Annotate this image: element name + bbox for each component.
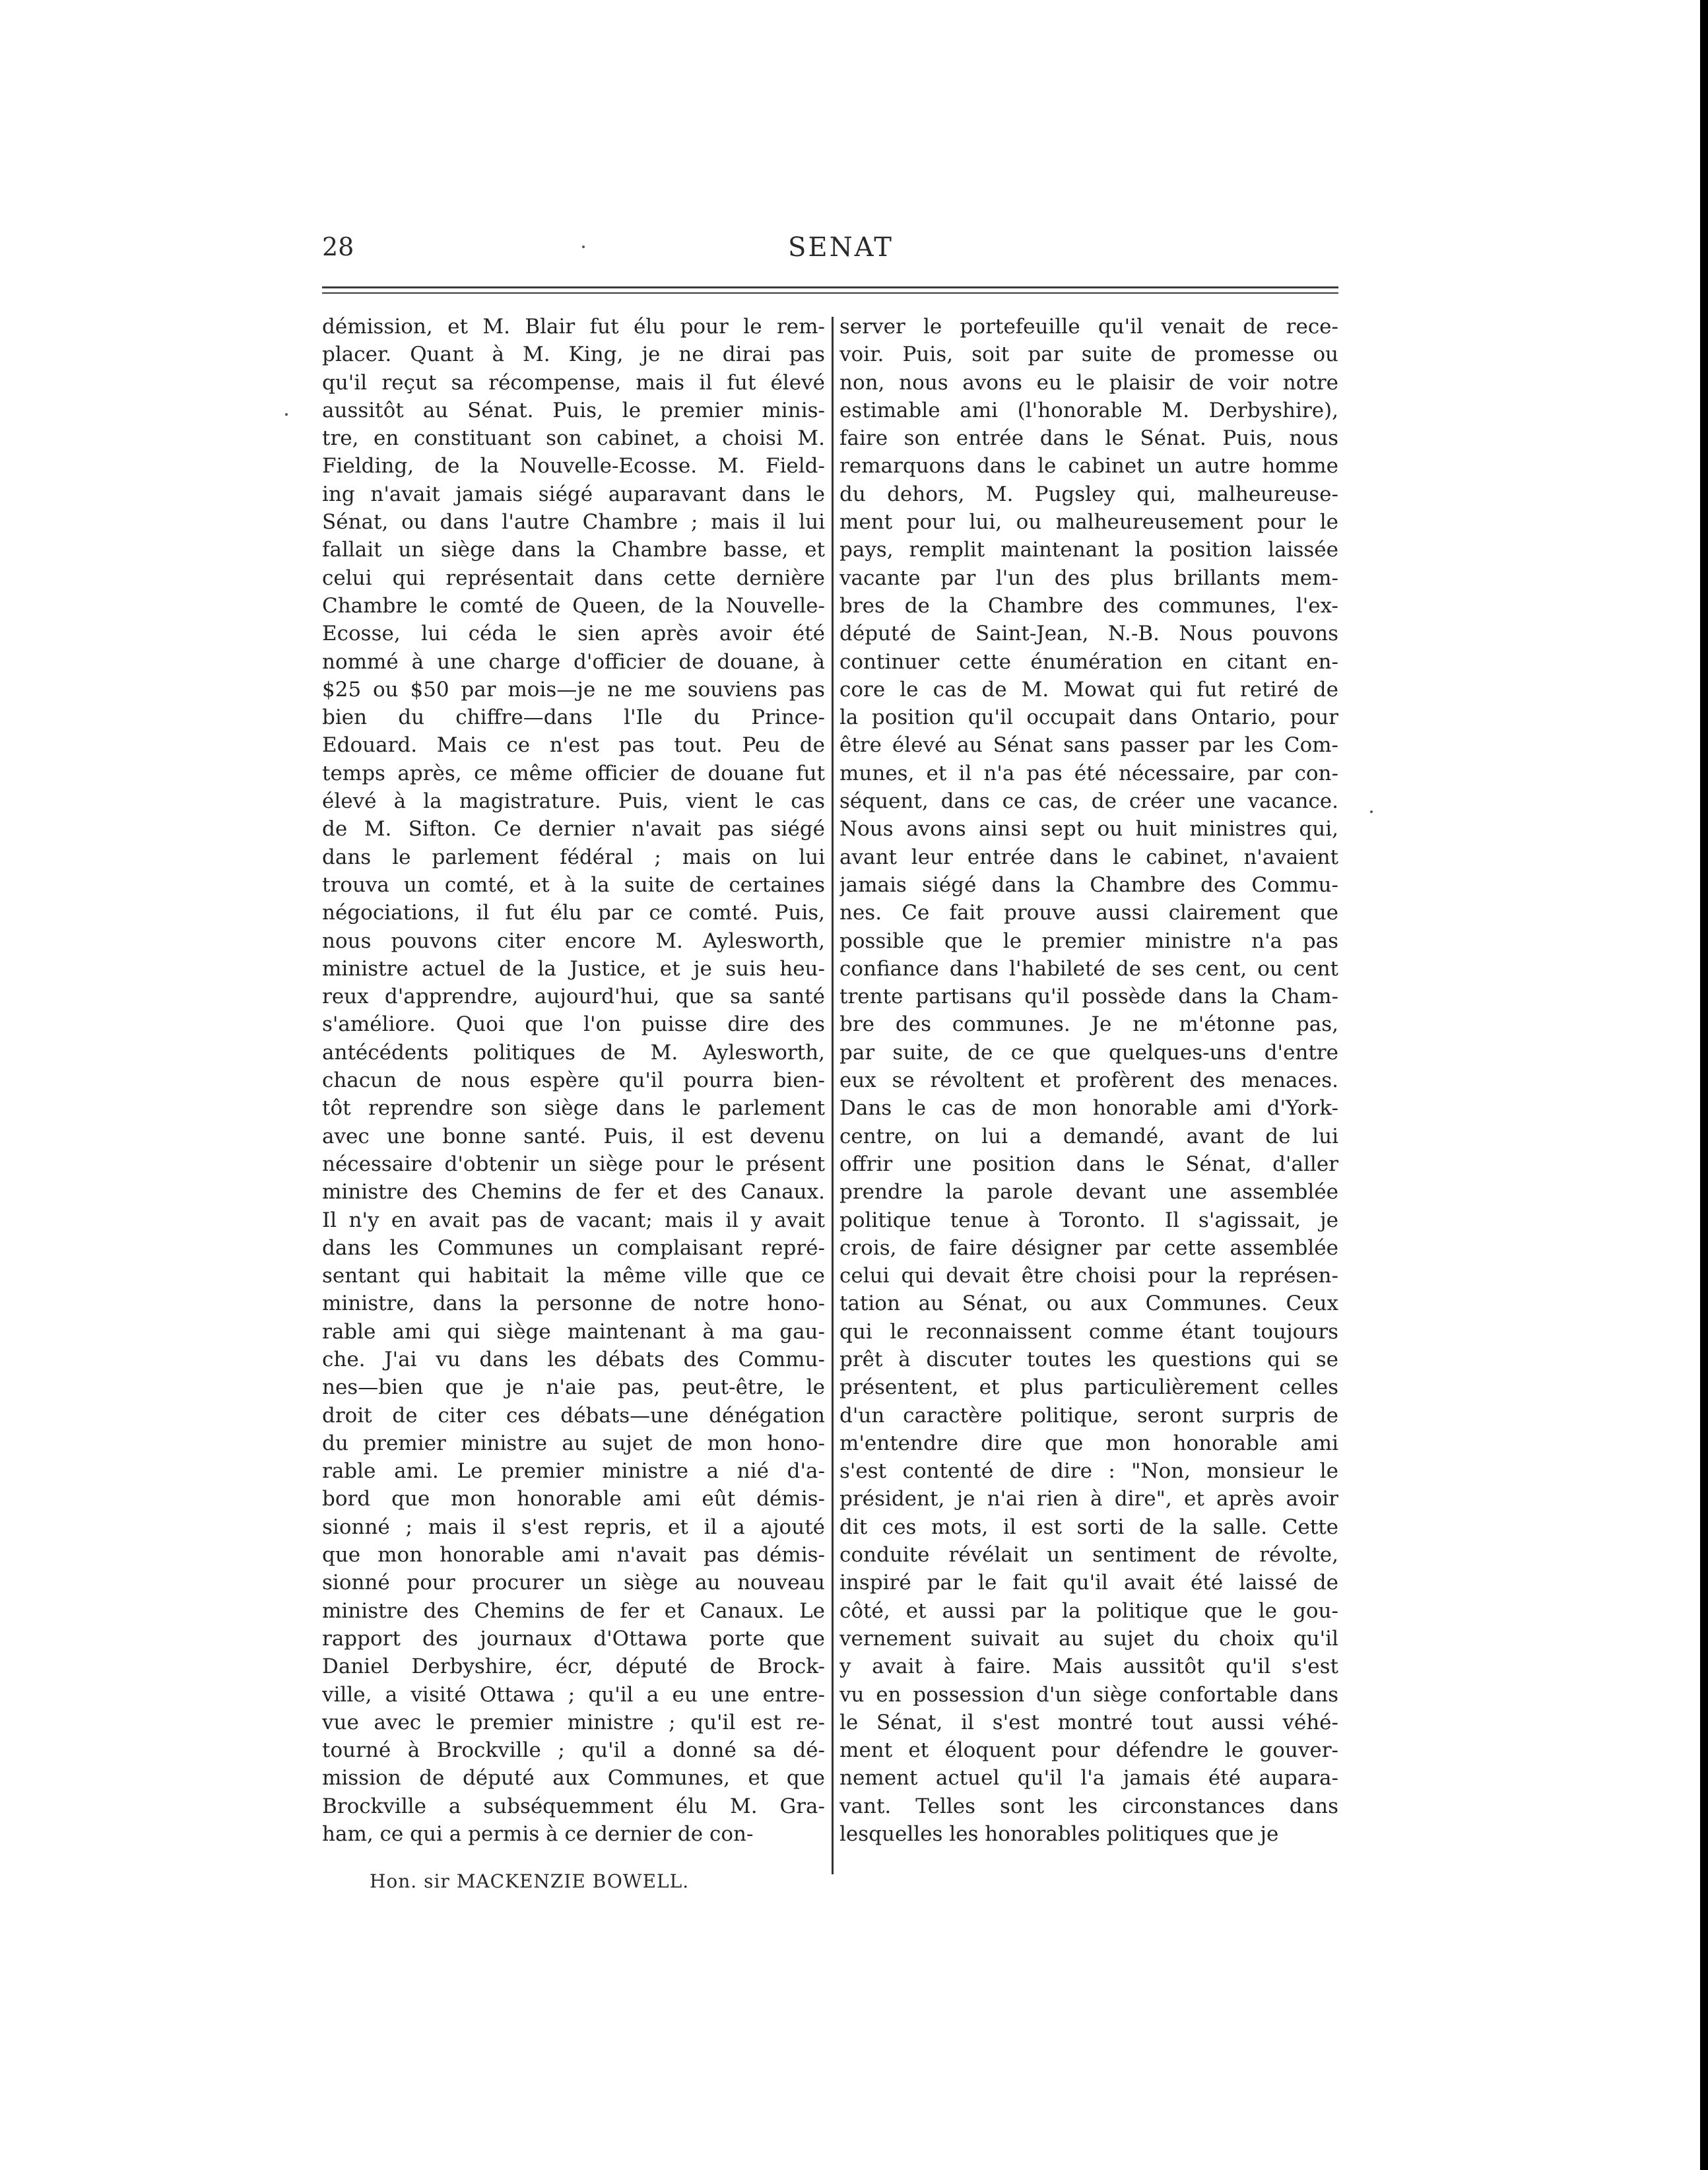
text-line: pays, remplit maintenant la position laissée (839, 538, 1338, 562)
text-line: dans les Communes un complaisant repré- (322, 1235, 825, 1260)
text-line: Chambre le comté de Queen, de la Nouvelle- (322, 593, 825, 618)
page-header (322, 232, 1338, 272)
text-line: Fielding, de la Nouvelle-Ecosse. M. Field- (322, 454, 825, 478)
text-line: démission, et M. Blair fut élu pour le rem- (322, 315, 825, 339)
text-line: jamais siégé dans la Chambre des Commu- (839, 872, 1338, 897)
text-line: du premier ministre au sujet de mon hono- (322, 1431, 825, 1455)
text-line: aussitôt au Sénat. Puis, le premier minis- (322, 398, 825, 422)
text-line: celui qui devait être choisi pour la représen- (839, 1264, 1338, 1288)
text-line: placer. Quant à M. King, je ne dirai pas (322, 343, 825, 367)
text-line: voir. Puis, soit par suite de promesse ou (839, 343, 1338, 367)
text-line: Dans le cas de mon honorable ami d'York- (839, 1096, 1338, 1121)
text-line: confiance dans l'habileté de ses cent, ou cent (839, 956, 1338, 981)
speaker-footer: Hon. sir MACKENZIE BOWELL. (370, 1870, 690, 1892)
text-line: lesquelles les honorables politiques que je (839, 1822, 1279, 1847)
left-text-column (322, 313, 825, 1848)
text-line: nes—bien que je n'aie pas, peut-être, le (322, 1375, 825, 1400)
text-line: vernement suivait au sujet du choix qu'il (839, 1626, 1338, 1651)
text-line: nous pouvons citer encore M. Aylesworth, (322, 929, 825, 953)
text-line: nécessaire d'obtenir un siège pour le présent (322, 1152, 825, 1176)
text-line: bre des communes. Je ne m'étonne pas, (839, 1012, 1338, 1037)
text-line: Sénat, ou dans l'autre Chambre ; mais il lui (322, 510, 825, 535)
text-line: élevé à la magistrature. Puis, vient le cas (322, 789, 825, 814)
text-line: sionné pour procurer un siège au nouveau (322, 1571, 825, 1595)
text-line: non, nous avons eu le plaisir de voir notre (839, 370, 1338, 395)
text-line: dans le parlement fédéral ; mais on lui (322, 845, 825, 869)
text-line: du dehors, M. Pugsley qui, malheureuse- (839, 482, 1338, 506)
text-line: tation au Sénat, ou aux Communes. Ceux (839, 1292, 1338, 1316)
header-rule-bottom (322, 292, 1338, 294)
text-line: ham, ce qui a permis à ce dernier de con- (322, 1822, 754, 1847)
text-line: chacun de nous espère qu'il pourra bien- (322, 1069, 825, 1093)
print-speck (285, 413, 288, 416)
text-line: nes. Ce fait prouve aussi clairement que (839, 901, 1338, 925)
text-line: tre, en constituant son cabinet, a choisi M. (322, 426, 825, 451)
text-line: prêt à discuter toutes les questions qui se (839, 1347, 1338, 1371)
text-line: offrir une position dans le Sénat, d'aller (839, 1152, 1338, 1176)
text-line: core le cas de M. Mowat qui fut retiré de (839, 677, 1338, 702)
text-line: dit ces mots, il est sorti de la salle. Cette (839, 1515, 1338, 1539)
text-line: sionné ; mais il s'est repris, et il a ajouté (322, 1515, 825, 1539)
text-line: président, je n'ai rien à dire", et après avoir (839, 1487, 1338, 1511)
text-line: sentant qui habitait la même ville que ce (322, 1264, 825, 1288)
text-line: che. J'ai vu dans les débats des Commu- (322, 1347, 825, 1371)
text-line: m'entendre dire que mon honorable ami (839, 1431, 1338, 1455)
text-line: server le portefeuille qu'il venait de rece- (839, 315, 1338, 339)
text-line: bres de la Chambre des communes, l'ex- (839, 593, 1338, 618)
text-line: rapport des journaux d'Ottawa porte que (322, 1626, 825, 1651)
text-line: remarquons dans le cabinet un autre homme (839, 454, 1338, 478)
text-line: s'améliore. Quoi que l'on puisse dire des (322, 1012, 825, 1037)
text-line: vue avec le premier ministre ; qu'il est re- (322, 1710, 825, 1734)
text-line: la position qu'il occupait dans Ontario, pour (839, 706, 1338, 730)
print-speck (582, 246, 585, 248)
text-line: négociations, il fut élu par ce comté. Puis, (322, 901, 825, 925)
text-line: ministre des Chemins de fer et Canaux. Le (322, 1598, 825, 1623)
text-line: s'est contenté de dire : "Non, monsieur le (839, 1459, 1338, 1484)
text-line: ministre des Chemins de fer et des Canaux. (322, 1180, 825, 1204)
text-line: ministre actuel de la Justice, et je suis heu- (322, 956, 825, 981)
text-line: munes, et il n'a pas été nécessaire, par con- (839, 761, 1338, 785)
text-line: le Sénat, il s'est montré tout aussi véhé- (839, 1710, 1338, 1734)
text-line: Nous avons ainsi sept ou huit ministres qui, (839, 817, 1338, 841)
text-line: côté, et aussi par la politique que le gou- (839, 1598, 1338, 1623)
text-line: droit de citer ces débats—une dénégation (322, 1403, 825, 1428)
text-line: Brockville a subséquemment élu M. Gra- (322, 1794, 825, 1818)
text-line: possible que le premier ministre n'a pas (839, 929, 1338, 953)
scan-edge (1700, 0, 1708, 2170)
text-line: inspiré par le fait qu'il avait été laissé de (839, 1571, 1338, 1595)
text-line: $25 ou $50 par mois—je ne me souviens pas (322, 677, 825, 702)
text-line: tôt reprendre son siège dans le parlement (322, 1096, 825, 1121)
text-line: trouva un comté, et à la suite de certaines (322, 872, 825, 897)
text-line: Daniel Derbyshire, écr, député de Brock- (322, 1655, 825, 1679)
text-line: d'un caractère politique, seront surpris de (839, 1403, 1338, 1428)
text-line: ville, a visité Ottawa ; qu'il a eu une entre- (322, 1682, 825, 1707)
text-line: nement actuel qu'il l'a jamais été aupara- (839, 1766, 1338, 1791)
text-line: qu'il reçut sa récompense, mais il fut élevé (322, 370, 825, 395)
text-line: de M. Sifton. Ce dernier n'avait pas siégé (322, 817, 825, 841)
print-speck (1370, 810, 1373, 813)
text-line: mission de député aux Communes, et que (322, 1766, 825, 1791)
text-line: nommé à une charge d'officier de douane, à (322, 649, 825, 674)
text-line: Ecosse, lui céda le sien après avoir été (322, 622, 825, 646)
text-line: séquent, dans ce cas, de créer une vacance. (839, 789, 1338, 814)
text-line: Il n'y en avait pas de vacant; mais il y avait (322, 1208, 825, 1232)
text-line: conduite révélait un sentiment de révolte, (839, 1543, 1338, 1567)
text-line: député de Saint-Jean, N.-B. Nous pouvons (839, 622, 1338, 646)
right-text-column (839, 313, 1338, 1848)
text-line: bien du chiffre—dans l'Ile du Prince- (322, 706, 825, 730)
text-line: continuer cette énumération en citant en- (839, 649, 1338, 674)
text-line: trente partisans qu'il possède dans la Cham- (839, 985, 1338, 1009)
text-line: y avait à faire. Mais aussitôt qu'il s'est (839, 1655, 1338, 1679)
column-divider (832, 317, 834, 1874)
text-line: avant leur entrée dans le cabinet, n'avaient (839, 845, 1338, 869)
page-number: 28 (322, 232, 354, 261)
text-line: ministre, dans la personne de notre hono- (322, 1292, 825, 1316)
text-line: qui le reconnaissent comme étant toujours (839, 1319, 1338, 1344)
text-line: vant. Telles sont les circonstances dans (839, 1794, 1338, 1818)
text-line: celui qui représentait dans cette dernière (322, 566, 825, 590)
text-line: vu en possession d'un siège confortable dans (839, 1682, 1338, 1707)
text-line: être élevé au Sénat sans passer par les Com- (839, 733, 1338, 758)
text-line: crois, de faire désigner par cette assemblée (839, 1235, 1338, 1260)
text-line: par suite, de ce que quelques-uns d'entre (839, 1040, 1338, 1065)
text-line: présentent, et plus particulièrement celles (839, 1375, 1338, 1400)
header-rule-top (322, 286, 1338, 288)
text-line: rable ami. Le premier ministre a nié d'a- (322, 1459, 825, 1484)
text-line: ment pour lui, ou malheureusement pour le (839, 510, 1338, 535)
text-line: ing n'avait jamais siégé auparavant dans le (322, 482, 825, 506)
text-line: politique tenue à Toronto. Il s'agissait, je (839, 1208, 1338, 1232)
text-line: temps après, ce même officier de douane fut (322, 761, 825, 785)
text-line: rable ami qui siège maintenant à ma gau- (322, 1319, 825, 1344)
text-line: bord que mon honorable ami eût démis- (322, 1487, 825, 1511)
text-line: antécédents politiques de M. Aylesworth, (322, 1040, 825, 1065)
text-line: tourné à Brockville ; qu'il a donné sa dé- (322, 1738, 825, 1763)
text-line: que mon honorable ami n'avait pas démis- (322, 1543, 825, 1567)
text-line: eux se révoltent et profèrent des menaces. (839, 1069, 1338, 1093)
text-line: ment et éloquent pour défendre le gouver- (839, 1738, 1338, 1763)
text-line: reux d'apprendre, aujourd'hui, que sa santé (322, 985, 825, 1009)
text-line: prendre la parole devant une assemblée (839, 1180, 1338, 1204)
text-line: faire son entrée dans le Sénat. Puis, nous (839, 426, 1338, 451)
text-line: fallait un siège dans la Chambre basse, et (322, 538, 825, 562)
text-line: Edouard. Mais ce n'est pas tout. Peu de (322, 733, 825, 758)
running-head: SENAT (788, 232, 894, 263)
text-line: estimable ami (l'honorable M. Derbyshire), (839, 398, 1338, 422)
text-line: avec une bonne santé. Puis, il est devenu (322, 1124, 825, 1148)
text-line: centre, on lui a demandé, avant de lui (839, 1124, 1338, 1148)
text-line: vacante par l'un des plus brillants mem- (839, 566, 1338, 590)
